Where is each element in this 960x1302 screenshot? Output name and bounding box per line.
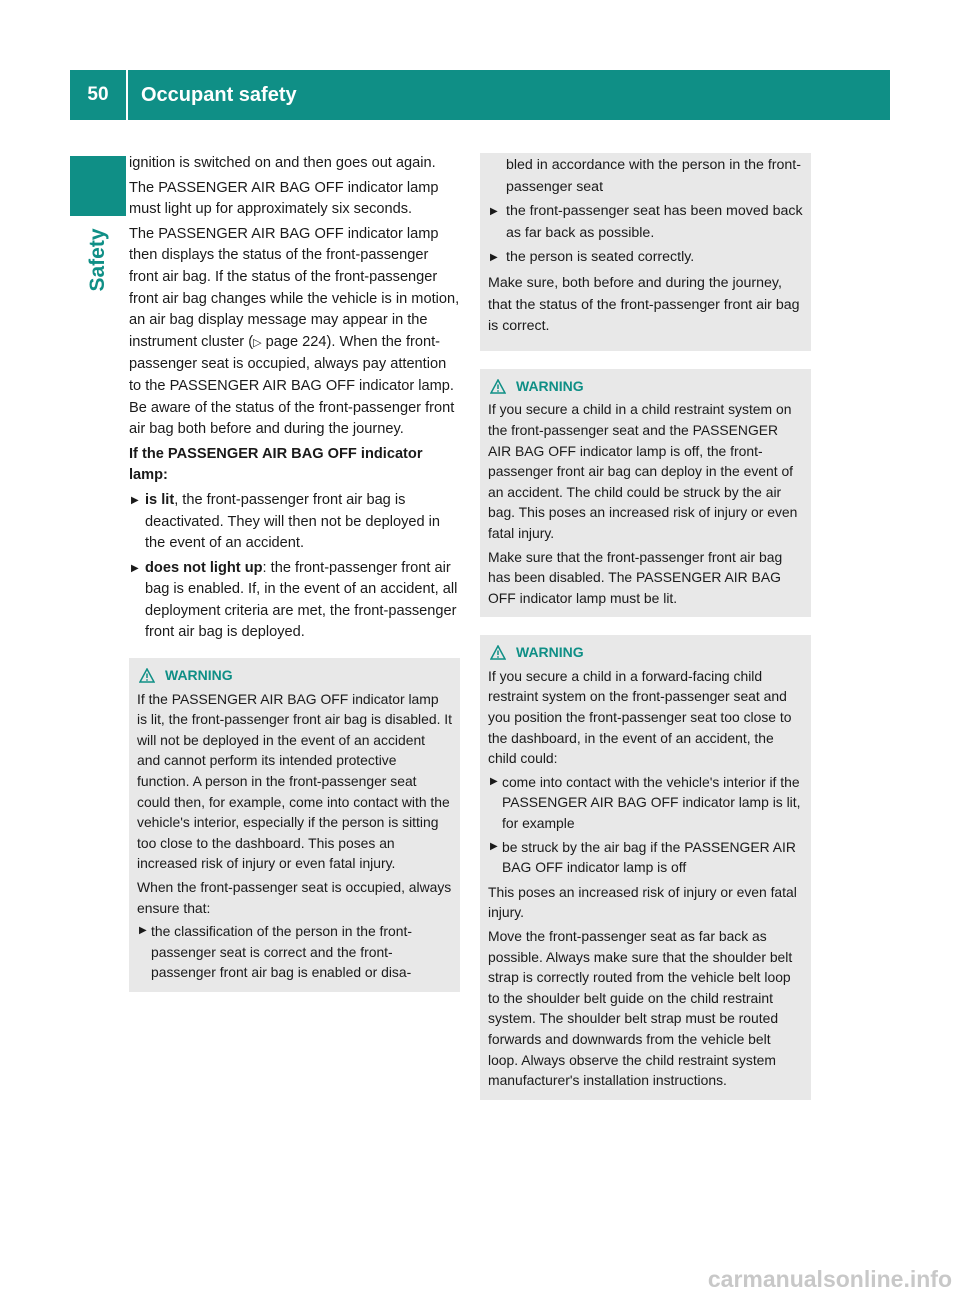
list-item-text: the person is seated correctly.	[506, 249, 695, 266]
page-ref-arrow-icon: ▷	[253, 336, 262, 349]
list-item-term: is lit	[145, 491, 175, 508]
warning-triangle-icon	[490, 379, 506, 394]
warning-box	[480, 635, 811, 1099]
warning-box	[129, 658, 460, 992]
warning-header	[137, 665, 452, 686]
list-item	[488, 837, 803, 878]
warning-text: Move the front-passenger seat as far back as possible. Always make sure that the shoulder belt strap is correctly routed from the vehicle belt loop to the shoulder belt guide on the child restraint system. The shoulder belt strap must be routed forwards and downwards from the vehicle belt loop. Always observe the child restraint system manufacturer's installation instructions.	[488, 928, 793, 1089]
warning-title: WARNING	[516, 644, 584, 661]
warning-text: Make sure that the front-passenger front air bag has been disabled. The PASSENGER AIR BAG OFF indicator lamp must be lit.	[488, 548, 783, 606]
bullet-icon: ▶	[490, 206, 498, 218]
warning-list	[488, 772, 803, 878]
bullet-icon: ▶	[131, 494, 139, 506]
bullet-icon: ▶	[490, 840, 498, 852]
watermark: carmanualsonline.info	[707, 1266, 952, 1292]
bullet-icon: ▶	[139, 925, 147, 937]
warning-box	[480, 369, 811, 618]
paragraph-text: page 224). When the front-passenger seat is occupied, always pay attention to the PASSENGER AIR BAG OFF indicator lamp. Be aware of the status of the front-passenger front air bag both before and during the journey.	[129, 333, 455, 438]
list-item-text: the front-passenger seat has been moved back as far back as possible.	[506, 203, 803, 241]
warning-list	[137, 921, 452, 983]
paragraph: The PASSENGER AIR BAG OFF indicator lamp must light up for approximately six seconds.	[129, 179, 439, 218]
list-item-text: : the front-passenger front air bag is enabled. If, in the event of an accident, all deployment criteria are met, the front-passenger front air bag is deployed.	[145, 559, 458, 641]
bullet-icon: ▶	[490, 775, 498, 787]
list-item	[488, 247, 803, 269]
list-item-text: bled in accordance with the person in the front-passenger seat	[506, 157, 801, 195]
warning-box-continued	[480, 153, 811, 351]
left-column	[129, 153, 460, 992]
bullet-icon: ▶	[490, 252, 498, 264]
warning-text: If you secure a child in a forward-facing child restraint system on the front-passenger seat and you position the front-passenger seat too close to the dashboard, in the event of an accident, the child could:	[488, 667, 792, 767]
warning-title: WARNING	[165, 667, 233, 684]
warning-title: WARNING	[516, 377, 584, 394]
status-list	[129, 490, 460, 644]
side-tab	[70, 156, 126, 216]
right-column	[480, 153, 811, 1100]
warning-header	[488, 376, 803, 397]
paragraph	[129, 224, 460, 441]
bullet-icon: ▶	[131, 562, 139, 574]
list-item-text: the classification of the person in the front-passenger seat is correct and the front-passenger front air bag is enabled or disa-	[151, 923, 412, 981]
list-item	[488, 772, 803, 834]
list-item	[129, 490, 460, 555]
list-item-term: does not light up	[145, 559, 263, 576]
subheading: If the PASSENGER AIR BAG OFF indicator lamp:	[129, 445, 423, 484]
warning-text: If you secure a child in a child restraint system on the front-passenger seat and the PASSENGER AIR BAG OFF indicator lamp is off, the front-passenger front air bag can deploy in the event of an accident. The child could be struck by the air bag. This poses an increased risk of injury or even fatal injury.	[488, 401, 798, 541]
list-item-text: come into contact with the vehicle's interior if the PASSENGER AIR BAG OFF indicator lamp is lit, for example	[502, 773, 801, 832]
warning-triangle-icon	[490, 645, 506, 660]
list-item	[488, 201, 803, 244]
warning-triangle-icon	[139, 668, 155, 683]
header-divider	[126, 70, 128, 120]
warning-text: This poses an increased risk of injury or even fatal injury.	[488, 883, 797, 921]
warning-text: When the front-passenger seat is occupied, always ensure that:	[137, 879, 452, 916]
warning-text: Make sure, both before and during the journey, that the status of the front-passenger front air bag is correct.	[488, 274, 800, 335]
list-item	[137, 921, 452, 983]
intro-text: ignition is switched on and then goes out again.	[129, 155, 436, 171]
page-number: 50	[87, 84, 109, 105]
warning-header	[488, 642, 803, 663]
list-item-text: be struck by the air bag if the PASSENGER AIR BAG OFF indicator lamp is off	[502, 838, 796, 876]
list-item	[129, 558, 460, 644]
side-label: Safety	[86, 228, 109, 292]
warning-text: If the PASSENGER AIR BAG OFF indicator lamp is lit, the front-passenger front air bag is disabled. It will not be deployed in the event of an accident and cannot perform its intended protective function. A person in the front-passenger seat could then, for example, come into contact with the vehicle's interior, especially if the person is sitting too close to the dashboard. This poses an increased risk of injury or even fatal injury.	[137, 690, 453, 872]
warning-list	[488, 155, 803, 269]
list-item	[488, 155, 803, 198]
section-title: Occupant safety	[141, 83, 297, 106]
list-item-text: , the front-passenger front air bag is deactivated. They will then not be deployed in the event of an accident.	[145, 491, 441, 552]
paragraph-text: The PASSENGER AIR BAG OFF indicator lamp then displays the status of the front-passenger front air bag. If the status of the front-passenger front air bag changes while the vehicle is in motion, an air bag display message may appear in the instrument cluster (	[129, 225, 460, 350]
